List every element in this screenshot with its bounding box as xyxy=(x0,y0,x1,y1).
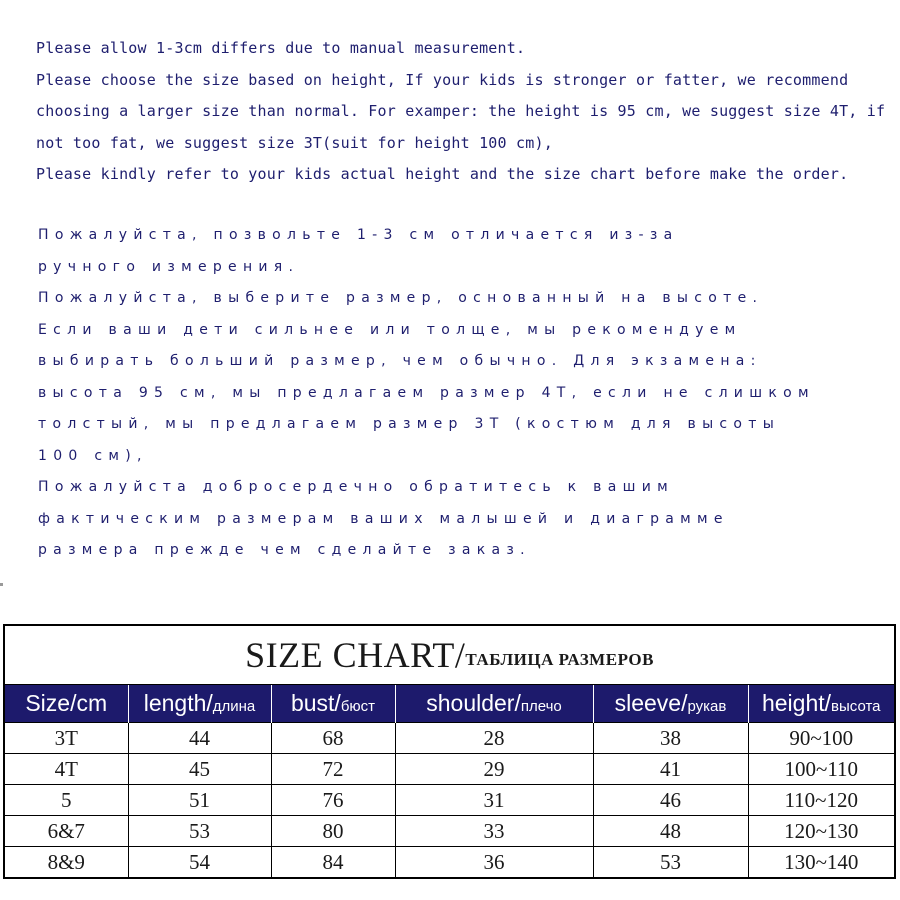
size-table xyxy=(5,685,894,877)
table-cell: 130~140 xyxy=(748,847,894,878)
note-line: Пожалуйста, выберите размер, основанный на высоте. xyxy=(38,290,764,306)
table-cell: 90~100 xyxy=(748,723,894,754)
table-cell: 53 xyxy=(593,847,748,878)
note-line: not too fat, we suggest size 3T(suit for height 100 cm), xyxy=(36,133,553,152)
note-line: Please kindly refer to your kids actual height and the size chart before make the order. xyxy=(36,165,849,183)
column-header-main: length/ xyxy=(143,690,213,716)
table-cell: 8&9 xyxy=(5,847,128,878)
note-line: 100 см), xyxy=(38,447,148,464)
table-row xyxy=(5,723,894,754)
column-header-sub: плечо xyxy=(520,698,562,715)
russian-notes xyxy=(38,220,888,567)
note-line: выбирать больший размер, чем обычно. Для экзамена: xyxy=(38,353,762,369)
table-cell: 53 xyxy=(128,816,271,847)
note-line: фактическим размерам ваших малышей и диаграмме xyxy=(38,510,729,527)
column-header-height xyxy=(748,685,894,723)
table-cell: 54 xyxy=(128,847,271,878)
column-header-sub: высота xyxy=(831,698,881,715)
table-cell: 80 xyxy=(271,816,395,847)
note-line: высота 95 см, мы предлагаем размер 4T, если не слишком xyxy=(38,384,815,401)
note-line: Пожалуйста добросердечно обратитесь к вашим xyxy=(38,479,674,495)
table-cell: 3T xyxy=(5,723,128,754)
table-cell: 28 xyxy=(395,723,593,754)
note-line: Если ваши дети сильнее или толще, мы рекомендуем xyxy=(38,321,742,338)
table-cell: 100~110 xyxy=(748,754,894,785)
column-header-sub: длина xyxy=(212,698,256,715)
chart-title-main: SIZE CHART/ xyxy=(245,635,466,675)
column-header-sleeve xyxy=(593,685,748,723)
note-line: толстый, мы предлагаем размер 3T (костюм для высоты xyxy=(38,416,781,432)
column-header-main: Size/cm xyxy=(25,690,108,716)
column-header-sub: рукав xyxy=(687,698,727,715)
table-cell: 51 xyxy=(128,785,271,816)
table-cell: 38 xyxy=(593,723,748,754)
table-cell: 76 xyxy=(271,785,395,816)
table-cell: 48 xyxy=(593,816,748,847)
table-cell: 120~130 xyxy=(748,816,894,847)
chart-title xyxy=(5,626,894,685)
table-cell: 31 xyxy=(395,785,593,816)
table-cell: 41 xyxy=(593,754,748,785)
column-header-shoulder xyxy=(395,685,593,723)
table-row xyxy=(5,754,894,785)
column-header-main: bust/ xyxy=(290,690,341,716)
column-header-main: height/ xyxy=(761,690,832,716)
chart-title-russian: ТАБЛИЦА РАЗМЕРОВ xyxy=(465,650,654,669)
table-cell: 29 xyxy=(395,754,593,785)
table-cell: 5 xyxy=(5,785,128,816)
note-line: Пожалуйста, позвольте 1-3 см отличается из-за xyxy=(38,227,679,243)
column-header-main: sleeve/ xyxy=(614,690,688,716)
table-cell: 33 xyxy=(395,816,593,847)
column-header-bust xyxy=(271,685,395,723)
table-header-row xyxy=(5,685,894,723)
table-cell: 4T xyxy=(5,754,128,785)
table-cell: 44 xyxy=(128,723,271,754)
stray-mark xyxy=(0,583,3,586)
table-row xyxy=(5,785,894,816)
note-line: Please allow 1-3cm differs due to manual measurement. xyxy=(36,39,526,57)
column-header-size xyxy=(5,685,128,723)
table-cell: 68 xyxy=(271,723,395,754)
table-row xyxy=(5,847,894,878)
column-header-sub: бюст xyxy=(340,698,376,715)
table-cell: 72 xyxy=(271,754,395,785)
table-cell: 36 xyxy=(395,847,593,878)
note-line: ручного измерения. xyxy=(38,258,300,275)
column-header-main: shoulder/ xyxy=(426,690,521,716)
english-notes xyxy=(36,33,886,191)
table-cell: 6&7 xyxy=(5,816,128,847)
note-line: choosing a larger size than normal. For examper: the height is 95 cm, we suggest size 4T, if xyxy=(36,102,886,120)
size-chart xyxy=(3,624,896,879)
table-cell: 110~120 xyxy=(748,785,894,816)
table-cell: 84 xyxy=(271,847,395,878)
table-cell: 45 xyxy=(128,754,271,785)
table-row xyxy=(5,816,894,847)
table-cell: 46 xyxy=(593,785,748,816)
note-line: размера прежде чем сделайте заказ. xyxy=(38,542,531,558)
note-line: Please choose the size based on height, If your kids is stronger or fatter, we recommend xyxy=(36,70,849,89)
column-header-length xyxy=(128,685,271,723)
